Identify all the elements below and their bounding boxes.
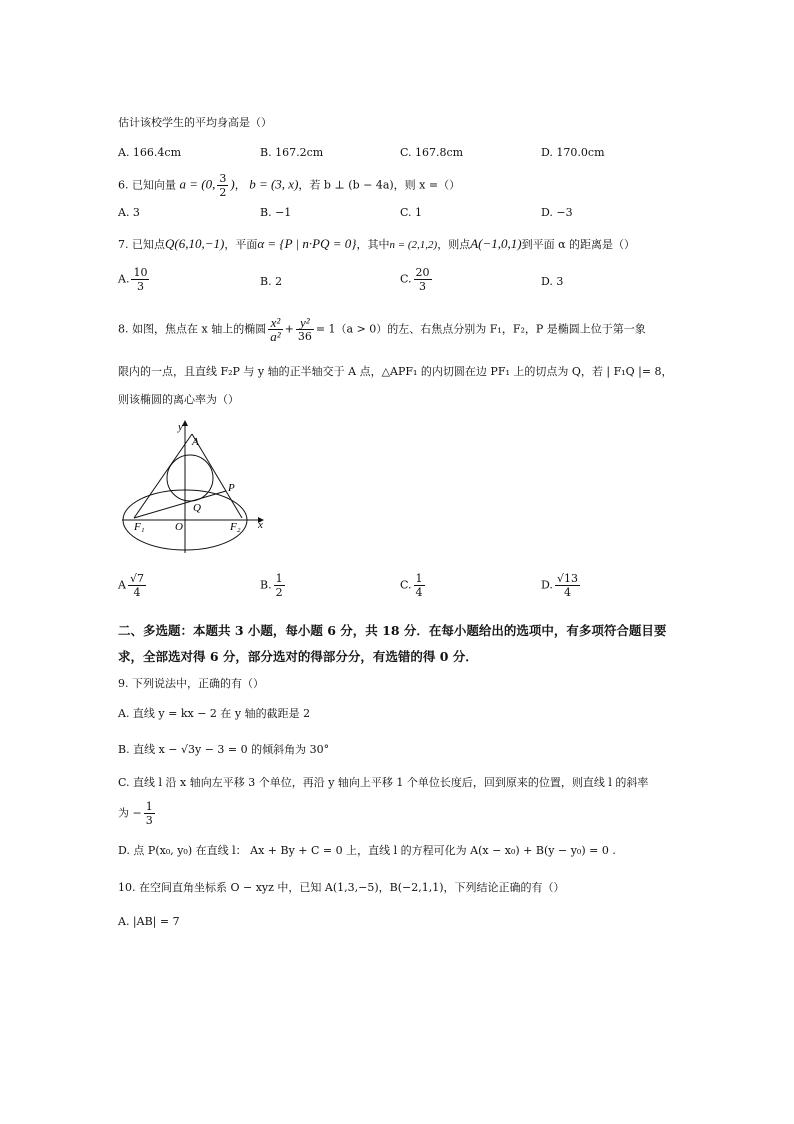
label-p: P xyxy=(228,482,235,494)
q6-vector-b: b = (3, x) xyxy=(249,176,299,192)
q6-condition: ，若 b ⊥ (b − 4a)，则 x =（） xyxy=(298,178,461,192)
q9-option-d: D. 点 P(x₀, y₀) 在直线 l： Ax + By + C = 0 上，直线 l 的方程可化为 A(x − x₀) + B(y − y₀) = 0 . xyxy=(118,844,616,857)
q9-option-b: B. 直线 x − √3y − 3 = 0 的倾斜角为 30° xyxy=(118,743,330,756)
q8-option-a: A $\frac{√7}{4}$ xyxy=(118,572,144,599)
q8-option-d: D. $\frac{√13}{4}$ xyxy=(541,572,578,599)
q7-option-d: D. 3 xyxy=(541,275,564,288)
q8-option-c: C. $\frac{1}{4}$ xyxy=(400,572,423,599)
question-intro: 估计该校学生的平均身高是（） xyxy=(118,116,272,129)
q8-line-2: 限内的一点，且直线 F₂P 与 y 轴的正半轴交于 A 点，△APF₁ 的内切圆在边 PF₁ 上的切点为 Q，若 | F₁Q |= 8， xyxy=(118,365,673,378)
label-q: Q xyxy=(193,502,201,514)
q10-stem: 10. 在空间直角坐标系 O − xyz 中，已知 A(1,3,−5)，B(−2,1,1)，下列结论正确的有（） xyxy=(118,881,565,894)
q7-option-b: B. 2 xyxy=(260,275,283,288)
label-a: A xyxy=(192,436,199,448)
q7-option-c: C. $\frac{20}{3}$ xyxy=(400,266,430,293)
q9-stem: 9. 下列说法中，正确的有（） xyxy=(118,677,264,690)
label-x: x xyxy=(258,519,263,531)
q6-vector-a: a = (0, xyxy=(179,176,216,192)
q7-stem: 7. 已知点Q(6,10,−1)，平面α = {P | n·PQ = 0}，其中n = (2,1,2)，则点A(−1,0,1)到平面 α 的距离是（） xyxy=(118,236,635,251)
q9-option-c-line-1: C. 直线 l 沿 x 轴向左平移 3 个单位，再沿 y 轴向上平移 1 个单位长度后，回到原来的位置，则直线 l 的斜率 xyxy=(118,776,649,789)
q5-option-b: B. 167.2cm xyxy=(260,146,324,159)
q5-option-d: D. 170.0cm xyxy=(541,146,605,159)
q6-stem: 6. 已知向量 a = (0, $\frac{3}{2}$ )， b = (3, x)，若 b ⊥ (b − 4a)，则 x =（） xyxy=(118,172,461,199)
label-f1: F₁ xyxy=(134,521,145,533)
section-heading-multiple-choice: 二、多选题：本题共 3 小题，每小题 6 分，共 18 分．在每小题给出的选项中，有多项符合题目要求，全部选对得 6 分，部分选对的得部分分，有选错的得 0 分． xyxy=(118,623,667,664)
q6-option-c: C. 1 xyxy=(400,206,423,219)
q6-fraction: $\frac{3}{2}$ xyxy=(219,172,227,199)
q9-option-c-line-2: 为 − $\frac{1}{3}$ xyxy=(118,800,153,827)
q8-line-3: 则该椭圆的离心率为（） xyxy=(118,393,239,406)
label-y: y xyxy=(178,421,183,433)
q9-option-a: A. 直线 y = kx − 2 在 y 轴的截距是 2 xyxy=(118,707,311,720)
q6-option-d: D. −3 xyxy=(541,206,573,219)
incircle xyxy=(167,455,213,501)
q5-option-c: C. 167.8cm xyxy=(400,146,464,159)
q7-option-a: A. $\frac{10}{3}$ xyxy=(118,266,148,293)
label-f2: F₂ xyxy=(230,521,241,533)
q5-option-a: A. 166.4cm xyxy=(118,146,182,159)
q10-option-a: A. |AB| = 7 xyxy=(118,915,180,928)
q6-option-a: A. 3 xyxy=(118,206,140,219)
q8-line-1: 8. 如图，焦点在 x 轴上的椭圆 $\frac{\text{x²}}{\text{a²}}$ + $\frac{\text{y²}}{36}$ = 1（a > 0）的左、右焦点分别为 F₁，F₂，P 是椭圆上位于第一象 xyxy=(118,315,646,344)
ellipse-figure xyxy=(118,418,278,558)
label-o: O xyxy=(175,521,183,533)
q8-option-b: B. $\frac{1}{2}$ xyxy=(260,572,283,599)
q6-option-b: B. −1 xyxy=(260,206,292,219)
